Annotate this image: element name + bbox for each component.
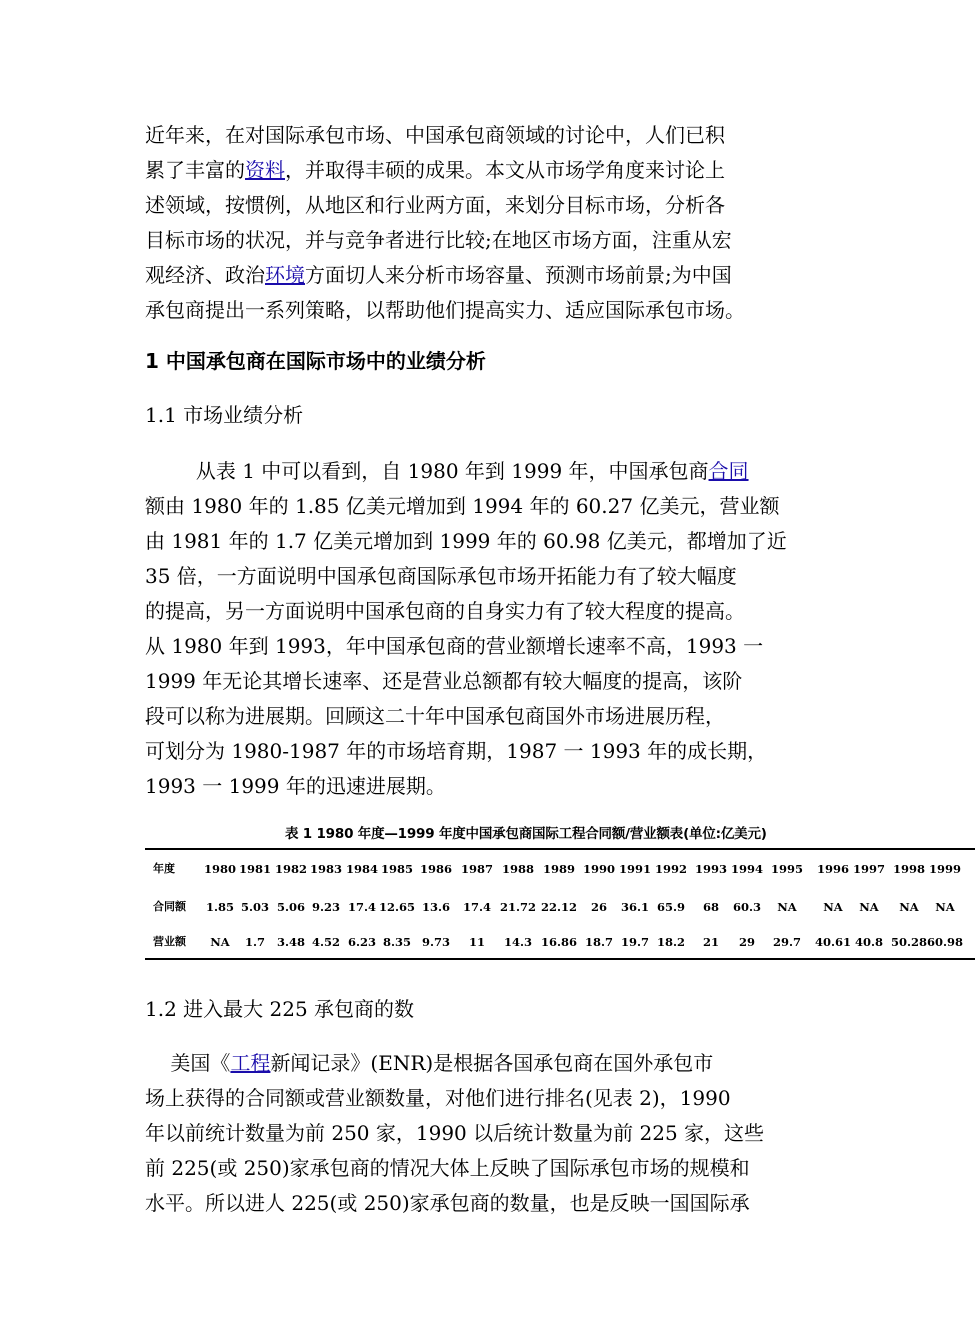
table-cell: 1997 xyxy=(852,862,886,876)
table-cell: 1994 xyxy=(730,862,764,876)
table-cell: 1987 xyxy=(460,862,494,876)
table-header-row xyxy=(145,859,975,889)
intro-line: 累了丰富的资料，并取得丰硕的成果。本文从市场学角度来讨论上 xyxy=(145,158,725,182)
table-cell: 50.28 xyxy=(890,935,928,949)
para-line: 段可以称为进展期。回顾这二十年中国承包商国外市场进展历程， xyxy=(145,704,725,728)
table-cell: 12.65 xyxy=(378,900,416,914)
para-line: 从表 1 中可以看到，自 1980 年到 1999 年，中国承包商合同 xyxy=(145,459,749,483)
table-cell: 21 xyxy=(702,935,720,949)
table-cell: 19.7 xyxy=(620,935,650,949)
para-line: 1999 年无论其增长速率、还是营业总额都有较大幅度的提高，该阶 xyxy=(145,669,743,693)
table-1-caption: 表 1 1980 年度—1999 年度中国承包商国际工程合同额/营业额表(单位:亿美元) xyxy=(285,826,767,842)
intro-line: 目标市场的状况，并与竞争者进行比较;在地区市场方面，注重从宏 xyxy=(145,228,732,252)
table-cell: 8.35 xyxy=(382,935,412,949)
table-cell: 40.8 xyxy=(854,935,884,949)
table-cell: 14.3 xyxy=(503,935,533,949)
section-1-1-paragraph xyxy=(145,454,810,804)
table-cell: 5.06 xyxy=(276,900,306,914)
table-cell: 1981 xyxy=(238,862,272,876)
table-cell: 1990 xyxy=(582,862,616,876)
table-cell: 1.85 xyxy=(205,900,235,914)
table-cell: 1985 xyxy=(380,862,414,876)
table-1 xyxy=(145,818,964,968)
para-line: 1993 一 1999 年的迅速进展期。 xyxy=(145,774,446,798)
table-cell: 4.52 xyxy=(311,935,341,949)
table-cell: 65.9 xyxy=(656,900,686,914)
section-1-1-heading: 1.1 市场业绩分析 xyxy=(145,403,304,427)
link-gongcheng[interactable]: 工程 xyxy=(230,1051,271,1075)
table-header-label: 年度 xyxy=(153,862,175,875)
intro-paragraph xyxy=(145,118,810,328)
section-1-2-heading: 1.2 进入最大 225 承包商的数 xyxy=(145,997,415,1021)
para-line: 美国《工程新闻记录》(ENR)是根据各国承包商在国外承包市 xyxy=(145,1051,714,1075)
table-cell: 1996 xyxy=(816,862,850,876)
table-row-contract xyxy=(145,897,975,927)
intro-line: 近年来，在对国际承包市场、中国承包商领域的讨论中，人们已积 xyxy=(145,123,725,147)
table-cell: 60.98 xyxy=(926,935,964,949)
table-row-label: 营业额 xyxy=(153,935,186,948)
table-cell: 9.23 xyxy=(311,900,341,914)
table-cell: NA xyxy=(823,900,843,914)
intro-line: 述领域，按惯例，从地区和行业两方面，来划分目标市场，分析各 xyxy=(145,193,725,217)
table-cell: 11 xyxy=(468,935,486,949)
table-cell: 1986 xyxy=(419,862,453,876)
table-cell: NA xyxy=(935,900,955,914)
section-1-heading: 1 中国承包商在国际市场中的业绩分析 xyxy=(145,349,486,373)
table-cell: NA xyxy=(899,900,919,914)
table-cell: 1.7 xyxy=(244,935,266,949)
link-ziliao[interactable]: 资料 xyxy=(245,158,285,182)
table-bottom-rule xyxy=(145,958,975,960)
para-line: 场上获得的合同额或营业额数量，对他们进行排名(见表 2)，1990 xyxy=(145,1086,731,1110)
table-top-rule xyxy=(145,848,975,850)
table-cell: 1988 xyxy=(501,862,535,876)
table-cell: 1980 xyxy=(203,862,237,876)
table-cell: NA xyxy=(859,900,879,914)
table-cell: 1989 xyxy=(542,862,576,876)
intro-line: 观经济、政治环境方面切人来分析市场容量、预测市场前景;为中国 xyxy=(145,263,732,287)
link-huanjing[interactable]: 环境 xyxy=(265,263,305,287)
table-cell: 1982 xyxy=(274,862,308,876)
table-cell: 1984 xyxy=(345,862,379,876)
table-cell: 17.4 xyxy=(462,900,492,914)
table-cell: 1992 xyxy=(654,862,688,876)
table-cell: NA xyxy=(210,935,230,949)
para-line: 的提高，另一方面说明中国承包商的自身实力有了较大程度的提高。 xyxy=(145,599,745,623)
table-cell: NA xyxy=(777,900,797,914)
para-line: 前 225(或 250)家承包商的情况大体上反映了国际承包市场的规模和 xyxy=(145,1156,750,1180)
table-cell: 6.23 xyxy=(347,935,377,949)
table-cell: 40.61 xyxy=(814,935,852,949)
para-line: 可划分为 1980-1987 年的市场培育期，1987 一 1993 年的成长期， xyxy=(145,739,768,763)
table-cell: 3.48 xyxy=(276,935,306,949)
para-line: 由 1981 年的 1.7 亿美元增加到 1999 年的 60.98 亿美元，都增加了近 xyxy=(145,529,787,553)
intro-line: 承包商提出一系列策略，以帮助他们提高实力、适应国际承包市场。 xyxy=(145,298,745,322)
table-cell: 5.03 xyxy=(240,900,270,914)
table-cell: 68 xyxy=(702,900,720,914)
table-row-label: 合同额 xyxy=(153,900,186,913)
table-cell: 1998 xyxy=(892,862,926,876)
table-cell: 29 xyxy=(738,935,756,949)
para-line: 35 倍，一方面说明中国承包商国际承包市场开拓能力有了较大幅度 xyxy=(145,564,737,588)
link-hetong[interactable]: 合同 xyxy=(708,459,749,483)
table-cell: 21.72 xyxy=(499,900,537,914)
table-cell: 36.1 xyxy=(620,900,650,914)
table-cell: 9.73 xyxy=(421,935,451,949)
para-line: 水平。所以进人 225(或 250)家承包商的数量，也是反映一国国际承 xyxy=(145,1191,750,1215)
table-cell: 1999 xyxy=(928,862,962,876)
table-cell: 13.6 xyxy=(421,900,451,914)
table-cell: 18.2 xyxy=(656,935,686,949)
table-cell: 18.7 xyxy=(584,935,614,949)
para-line: 额由 1980 年的 1.85 亿美元增加到 1994 年的 60.27 亿美元，营业额 xyxy=(145,494,780,518)
table-cell: 17.4 xyxy=(347,900,377,914)
section-1-2-paragraph xyxy=(145,1046,810,1221)
table-cell: 1993 xyxy=(694,862,728,876)
para-line: 从 1980 年到 1993，年中国承包商的营业额增长速率不高，1993 一 xyxy=(145,634,764,658)
table-cell: 16.86 xyxy=(540,935,578,949)
table-cell: 1991 xyxy=(618,862,652,876)
table-cell: 22.12 xyxy=(540,900,578,914)
table-cell: 26 xyxy=(590,900,608,914)
table-cell: 1983 xyxy=(309,862,343,876)
table-cell: 29.7 xyxy=(772,935,802,949)
table-cell: 1995 xyxy=(770,862,804,876)
table-cell: 60.3 xyxy=(732,900,762,914)
para-line: 年以前统计数量为前 250 家，1990 以后统计数量为前 225 家，这些 xyxy=(145,1121,765,1145)
